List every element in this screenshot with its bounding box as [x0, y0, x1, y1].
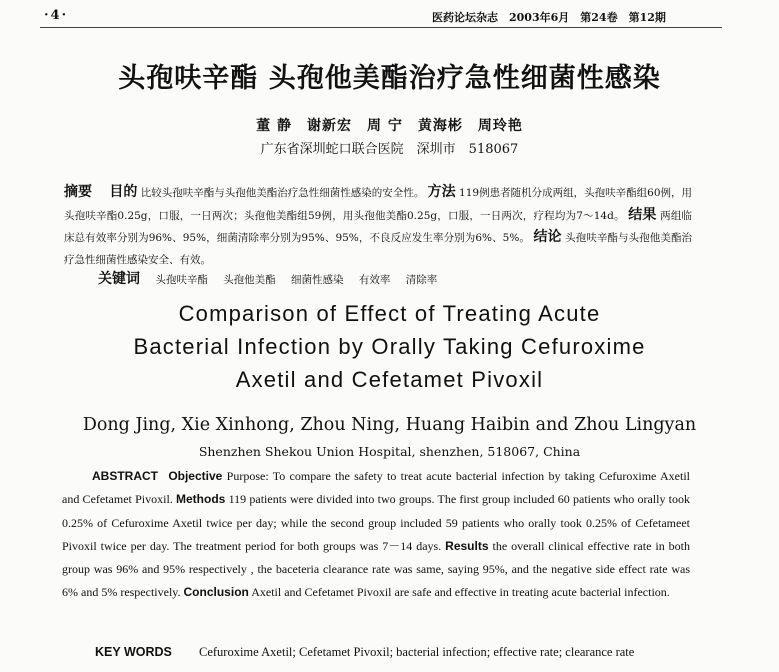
objective-cn-text: 比较头孢呋辛酯与头孢他美酯治疗急性细菌性感染的安全性。: [140, 187, 425, 199]
objective-en-label: Objective: [168, 469, 223, 483]
keywords-chinese: [98, 268, 437, 288]
results-en-text: the overall clinical effective rate in both group was 96% and 95% respectively , the baceteria clearance rate was same, saying 95%, and the negative side effect rate was 6% and 5% respectively.: [62, 538, 690, 600]
affiliation-chinese: 广东省深圳蛇口联合医院 深圳市 518067: [260, 142, 519, 157]
page-number: ·4·: [44, 8, 69, 23]
title-chinese: 头孢呋辛酯 头孢他美酯治疗急性细菌性感染: [118, 63, 661, 94]
methods-en-text: 119 patients were divided into two groups. The first group included 60 patients who orally took 0.25% of Cefuroxime Axetil twice per day; while the second group included 59 patients who orally took 0.25% of Cefetameet Pivoxil twice per day. The treatment period for both groups was 7－14 days.: [62, 492, 691, 553]
conclusion-en-text: Axetil and Cefetamet Pivoxil are safe and effective in treating acute bacterial infection.: [251, 585, 670, 600]
abstract-en-label: ABSTRACT: [92, 469, 158, 483]
conclusion-cn-text: 头孢呋辛酯与头孢他美酯治疗急性细菌性感染安全、有效。: [64, 232, 693, 266]
keywords-cn-label: 关键词: [98, 271, 140, 287]
authors-chinese: 董 静 谢新宏 周 宁 黄海彬 周玲艳: [256, 118, 523, 134]
conclusion-en-label: Conclusion: [183, 585, 249, 600]
title-en-line: Comparison of Effect of Treating Acute: [178, 301, 601, 326]
keyword-cn: 有效率: [358, 274, 391, 286]
abstract-chinese: [64, 182, 692, 271]
results-en-label: Results: [445, 538, 489, 553]
keywords-en-text: Cefuroxime Axetil; Cefetamet Pivoxil; bacterial infection; effective rate; clearance rate: [199, 645, 635, 659]
keyword-cn: 细菌性感染: [291, 274, 344, 286]
journal-info: 医药论坛杂志 2003年6月 第24卷 第12期: [432, 11, 666, 24]
title-en-line: Bacterial Infection by Orally Taking Cefuroxime: [133, 334, 646, 359]
authors-english: Dong Jing, Xie Xinhong, Zhou Ning, Huang Haibin and Zhou Lingyan: [82, 415, 697, 435]
methods-en-label: Methods: [176, 492, 226, 507]
results-cn-text: 两组临床总有效率分别为96%、95%，细菌清除率分别为95%、95%，不良反应发生率分别为6%、5%。: [64, 209, 693, 244]
objective-cn-label: 目的: [109, 184, 138, 200]
header-rule: [40, 27, 722, 28]
methods-cn-text: 119例患者随机分成两组，头孢呋辛酯组60例，用头孢呋辛酯0.25g，口服，一日两次；头孢他美酯组59例，用头孢他美酯0.25g，口服，一日两次，疗程均为7～14d。: [64, 187, 693, 222]
title-english: [0, 297, 779, 396]
keyword-cn: 头孢呋辛酯: [155, 274, 208, 286]
keywords-en-label: KEY WORDS: [95, 645, 172, 659]
results-cn-label: 结果: [628, 206, 657, 223]
title-en-line: Axetil and Cefetamet Pivoxil: [235, 367, 544, 392]
objective-en-text: Purpose: To compare the safety to treat acute bacterial infection by taking Cefuroxime Axetil and Cefetamet Pivoxil.: [62, 469, 691, 507]
keywords-english: [95, 641, 695, 663]
methods-cn-label: 方法: [427, 184, 456, 200]
affiliation-english: Shenzhen Shekou Union Hospital, shenzhen, 518067, China: [198, 444, 581, 459]
conclusion-cn-label: 结论: [533, 229, 562, 245]
keyword-cn: 头孢他美酯: [223, 274, 276, 286]
abstract-cn-label: 摘要: [64, 184, 93, 200]
keyword-cn: 清除率: [405, 274, 438, 286]
abstract-english: [62, 465, 690, 605]
